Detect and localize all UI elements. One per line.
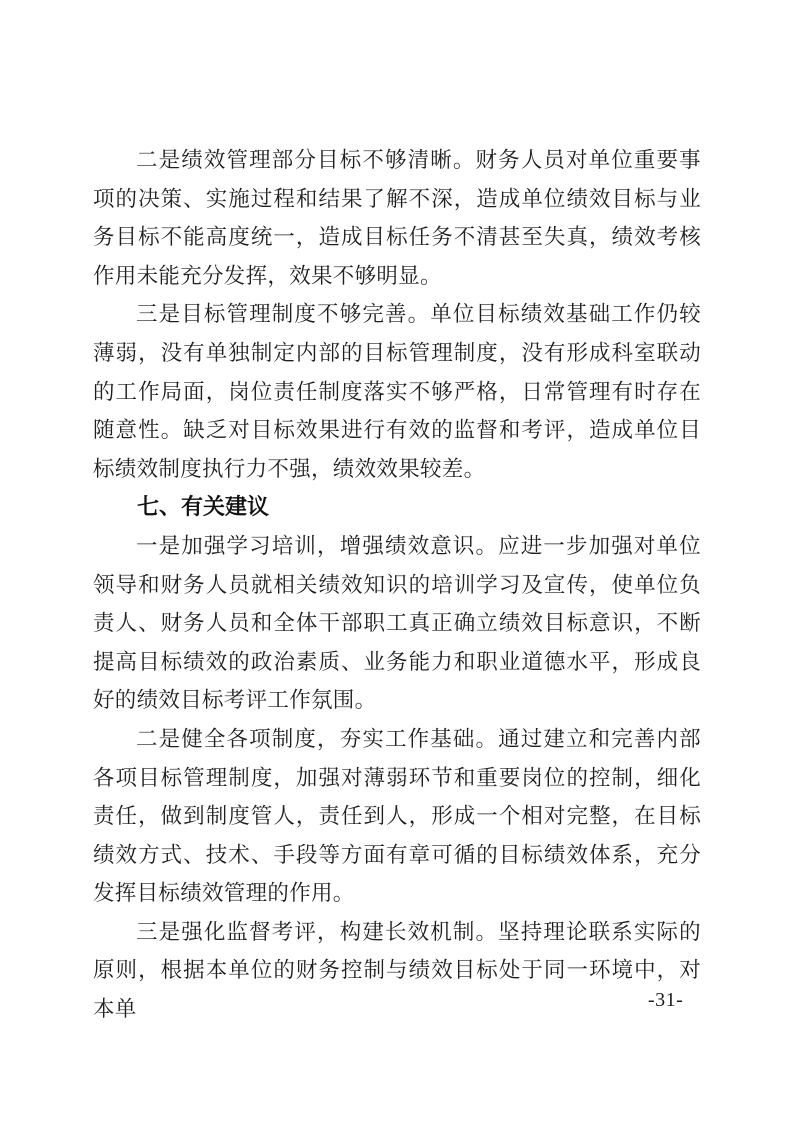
document-content [93, 141, 701, 1029]
paragraph-suggestion-3: 三是强化监督考评，构建长效机制。坚持理论联系实际的原则，根据本单位的财务控制与绩效目标处于同一环境中，对本单 [93, 919, 701, 1022]
paragraph-issue-2: 二是绩效管理部分目标不够清晰。财务人员对单位重要事项的决策、实施过程和结果了解不深，造成单位绩效目标与业务目标不能高度统一，造成目标任务不清甚至失真，绩效考核作用未能充分发挥，效果不够明显。 [93, 148, 701, 288]
section-heading-suggestions: 七、有关建议 [137, 494, 270, 520]
page-number: -31- [648, 989, 684, 1011]
paragraph-suggestion-1: 一是加强学习培训，增强绩效意识。应进一步加强对单位领导和财务人员就相关绩效知识的培训学习及宣传，使单位负责人、财务人员和全体干部职工真正确立绩效目标意识，不断提高目标绩效的政治素质、业务能力和职业道德水平，形成良好的绩效目标考评工作氛围。 [93, 533, 701, 713]
paragraph-issue-3: 三是目标管理制度不够完善。单位目标绩效基础工作仍较薄弱，没有单独制定内部的目标管理制度，没有形成科室联动的工作局面，岗位责任制度落实不够严格，日常管理有时存在随意性。缺乏对目标效果进行有效的监督和考评，造成单位目标绩效制度执行力不强，绩效效果较差。 [93, 302, 701, 481]
paragraph-suggestion-2: 二是健全各项制度，夯实工作基础。通过建立和完善内部各项目标管理制度，加强对薄弱环节和重要岗位的控制，细化责任，做到制度管人，责任到人，形成一个相对完整，在目标绩效方式、技术、手段等方面有章可循的目标绩效体系，充分发挥目标绩效管理的作用。 [93, 726, 701, 906]
